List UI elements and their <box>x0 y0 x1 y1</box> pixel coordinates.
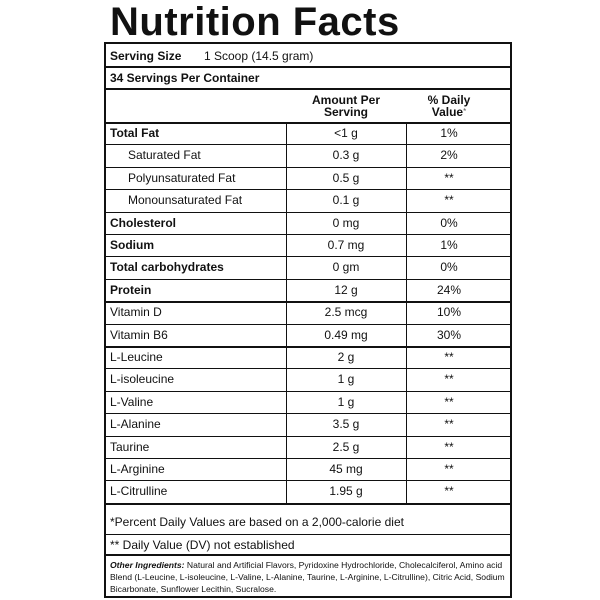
ingredients-text: Natural and Artificial Flavors, Pyridoxine Hydrochloride, Cholecalciferol, Amino acid Blend (L-Leucine, L-isoleucine, L-Valine, L-Alanine, Taurine, L-Arginine, L-Citrulline), Citric Acid, Sodium Bicarbonate, Sunflower Lecithin, Sucralose. <box>110 560 505 594</box>
nutrient-daily-value: ** <box>444 170 454 185</box>
other-ingredients <box>110 559 506 595</box>
nutrient-daily-value: 0% <box>440 215 458 230</box>
nutrient-name: Polyunsaturated Fat <box>128 170 236 185</box>
column-divider <box>406 122 407 503</box>
nutrient-name: L-Arginine <box>110 462 165 476</box>
nutrient-row <box>106 167 510 189</box>
nutrient-row <box>106 234 510 256</box>
nutrient-daily-value: ** <box>444 394 454 409</box>
nutrient-amount: 0.49 mg <box>324 327 368 342</box>
nutrient-amount: 0.3 g <box>332 148 360 163</box>
nutrient-amount: 3.5 g <box>332 417 360 432</box>
nutrient-daily-value: 24% <box>436 282 462 297</box>
nutrient-daily-value: 1% <box>440 238 458 252</box>
nutrient-amount: 2.5 g <box>332 439 360 454</box>
nutrient-name: L-isoleucine <box>110 372 175 387</box>
nutrition-panel <box>104 42 512 598</box>
nutrient-row <box>106 279 510 301</box>
nutrient-name: Total Fat <box>110 126 160 140</box>
nutrient-daily-value: 30% <box>436 327 462 342</box>
nutrient-name: Cholesterol <box>110 215 177 230</box>
nutrient-row <box>106 144 510 166</box>
serving-size-label: Serving Size <box>110 49 182 63</box>
nutrient-amount: 0.1 g <box>332 193 360 208</box>
nutrient-row <box>106 413 510 435</box>
label-title: Nutrition Facts <box>110 0 400 44</box>
nutrient-row <box>106 189 510 211</box>
nutrient-row <box>106 346 510 368</box>
nutrient-row <box>106 122 510 144</box>
nutrient-daily-value: 0% <box>440 260 458 275</box>
nutrient-name: Sodium <box>110 238 154 252</box>
nutrient-amount: 12 g <box>334 282 358 297</box>
nutrient-daily-value: ** <box>444 439 454 454</box>
nutrient-row <box>106 301 510 323</box>
amount-header: Amount Per Serving <box>311 93 380 119</box>
nutrient-name: L-Citrulline <box>110 484 168 499</box>
nutrient-daily-value: ** <box>444 193 454 208</box>
divider <box>106 534 510 535</box>
ingredients-label: Other Ingredients: <box>110 560 185 570</box>
nutrient-amount: 2.5 mcg <box>324 305 368 320</box>
divider <box>106 554 510 556</box>
column-divider <box>286 122 287 503</box>
serving-size-value: 1 Scoop (14.5 gram) <box>204 49 314 63</box>
footnote-dv-not-established: ** Daily Value (DV) not established <box>110 538 295 552</box>
nutrient-daily-value: ** <box>444 417 454 432</box>
divider <box>106 66 510 68</box>
nutrient-daily-value: 2% <box>440 148 458 163</box>
nutrient-amount: 1.95 g <box>329 484 363 499</box>
nutrient-daily-value: ** <box>444 372 454 387</box>
nutrient-row <box>106 324 510 346</box>
nutrient-row <box>106 391 510 413</box>
nutrient-name: Saturated Fat <box>128 148 201 163</box>
nutrient-row <box>106 436 510 458</box>
divider <box>106 503 510 505</box>
nutrient-row <box>106 256 510 278</box>
nutrient-name: L-Alanine <box>110 417 161 432</box>
nutrient-name: Monounsaturated Fat <box>128 193 243 208</box>
servings-per-container: 34 Servings Per Container <box>110 71 260 85</box>
nutrient-amount: 0 mg <box>332 215 360 230</box>
nutrient-daily-value: ** <box>444 484 454 499</box>
nutrient-name: Taurine <box>110 439 150 454</box>
nutrient-amount: 2 g <box>337 350 355 364</box>
footnote-percent-dv: *Percent Daily Values are based on a 2,000-calorie diet <box>110 515 404 529</box>
nutrient-amount: 0 gm <box>332 260 360 275</box>
nutrient-amount: 45 mg <box>329 462 363 476</box>
nutrient-daily-value: ** <box>444 462 454 476</box>
nutrient-row <box>106 458 510 480</box>
nutrient-amount: 0.5 g <box>332 170 360 185</box>
nutrient-name: L-Valine <box>110 394 154 409</box>
nutrient-name: Vitamin B6 <box>110 327 168 342</box>
nutrient-daily-value: 10% <box>436 305 462 320</box>
nutrient-amount: <1 g <box>334 126 358 140</box>
nutrient-row <box>106 368 510 390</box>
nutrient-daily-value: 1% <box>440 126 458 140</box>
nutrient-amount: 1 g <box>337 394 355 409</box>
daily-value-header: % Daily Value* <box>427 93 471 119</box>
nutrient-name: L-Leucine <box>110 350 163 364</box>
nutrient-row <box>106 480 510 502</box>
nutrient-amount: 0.7 mg <box>327 238 365 252</box>
nutrient-name: Protein <box>110 282 152 297</box>
divider <box>106 88 510 90</box>
nutrient-row <box>106 212 510 234</box>
nutrient-amount: 1 g <box>337 372 355 387</box>
nutrient-name: Vitamin D <box>110 305 162 320</box>
nutrient-name: Total carbohydrates <box>110 260 224 275</box>
nutrient-daily-value: ** <box>444 350 454 364</box>
